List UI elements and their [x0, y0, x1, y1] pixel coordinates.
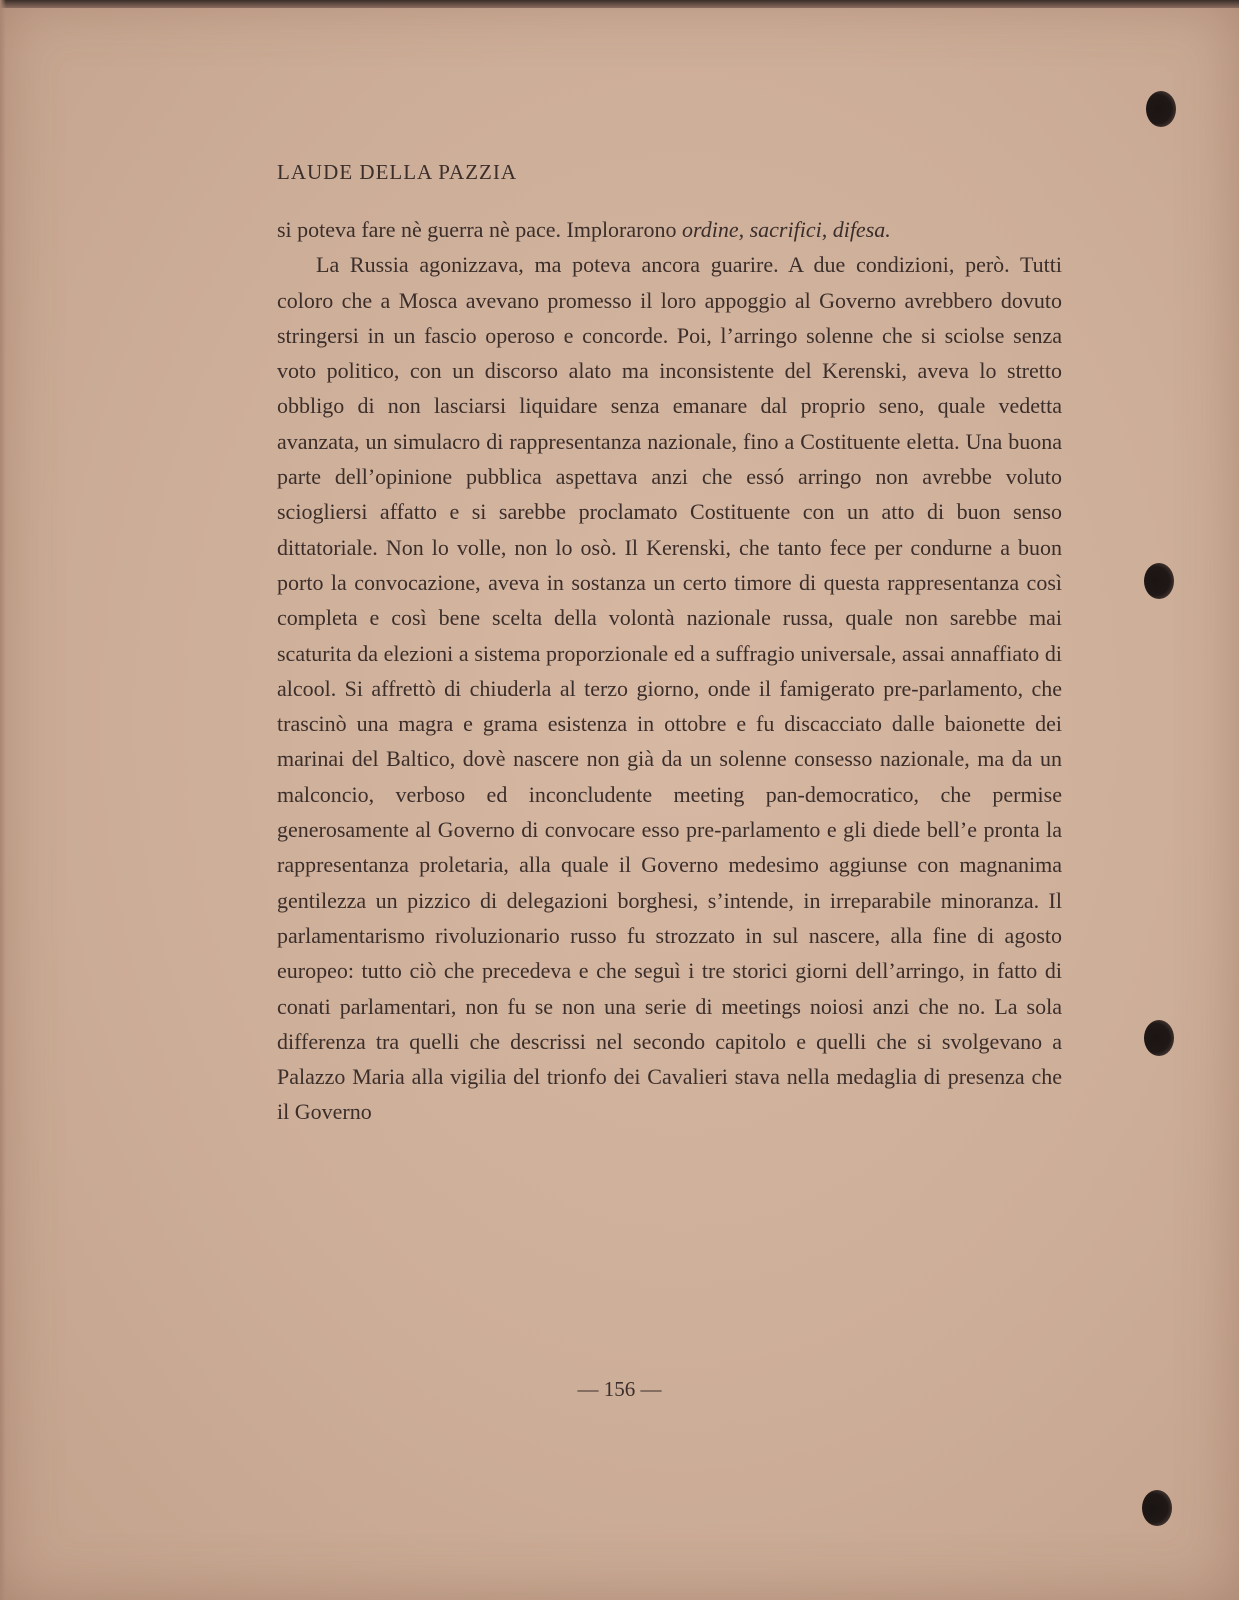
punch-hole — [1144, 563, 1174, 599]
punch-hole — [1144, 1020, 1174, 1056]
punch-hole — [1142, 1490, 1172, 1526]
punch-hole — [1146, 91, 1176, 127]
paragraph-1-text: si poteva fare nè guerra nè pace. Implorarono — [277, 217, 682, 242]
body-text — [277, 212, 1062, 1130]
page-left-edge — [0, 0, 6, 1600]
page-number: — 156 — — [577, 1377, 662, 1401]
running-head: LAUDE DELLA PAZZIA — [277, 160, 518, 184]
paragraph-1 — [277, 212, 1062, 247]
paragraph-1-italic: ordine, sacrifici, difesa. — [681, 217, 891, 242]
page-top-edge — [0, 0, 1239, 8]
paragraph-2: La Russia agonizzava, ma poteva ancora guarire. A due condizioni, però. Tutti coloro che a Mosca avevano promesso il loro appoggio al Governo avrebbero dovuto stringersi in un fascio operoso e concorde. Poi, l’arringo solenne che si sciolse senza voto politico, con un discorso alato ma inconsistente del Kerenski, aveva lo stretto obbligo di non lasciarsi liquidare senza emanare dal proprio seno, quale vedetta avanzata, un simulacro di rappresentanza nazionale, fino a Costituente eletta. Una buona parte dell’opinione pubblica aspettava anzi che essó arringo non avrebbe voluto sciogliersi affatto e si sarebbe proclamato Costituente con un atto di buon senso dittatoriale. Non lo volle, non lo osò. Il Kerenski, che tanto fece per condurne a buon porto la convocazione, aveva in sostanza un certo timore di questa rappresentanza così completa e così bene scelta della volontà nazionale russa, quale non sarebbe mai scaturita da elezioni a sistema proporzionale ed a suffragio universale, assai annaffiato di alcool. Si affrettò di chiuderla al terzo giorno, onde il famigerato pre-parlamento, che trascinò una magra e grama esistenza in ottobre e fu discacciato dalle baionette dei marinai del Baltico, dovè nascere non già da un solenne consesso nazionale, ma da un malconcio, verboso ed inconcludente meeting pan-democratico, che permise generosamente al Governo di convocare esso pre-parlamento e gli diede bell’e pronta la rappresentanza proletaria, alla quale il Governo medesimo aggiunse con magnanima gentilezza un pizzico di delegazioni borghesi, s’intende, in irreparabile minoranza. Il parlamentarismo rivoluzionario russo fu strozzato in sul nascere, alla fine di agosto europeo: tutto ciò che precedeva e che seguì i tre storici giorni dell’arringo, in fatto di conati parlamentari, non fu se non una serie di meetings noiosi anzi che no. La sola differenza tra quelli che descrissi nel secondo capitolo e quelli che si svolgevano a Palazzo Maria alla vigilia del trionfo dei Cavalieri stava nella medaglia di presenza che il Governo — [277, 252, 1062, 1125]
